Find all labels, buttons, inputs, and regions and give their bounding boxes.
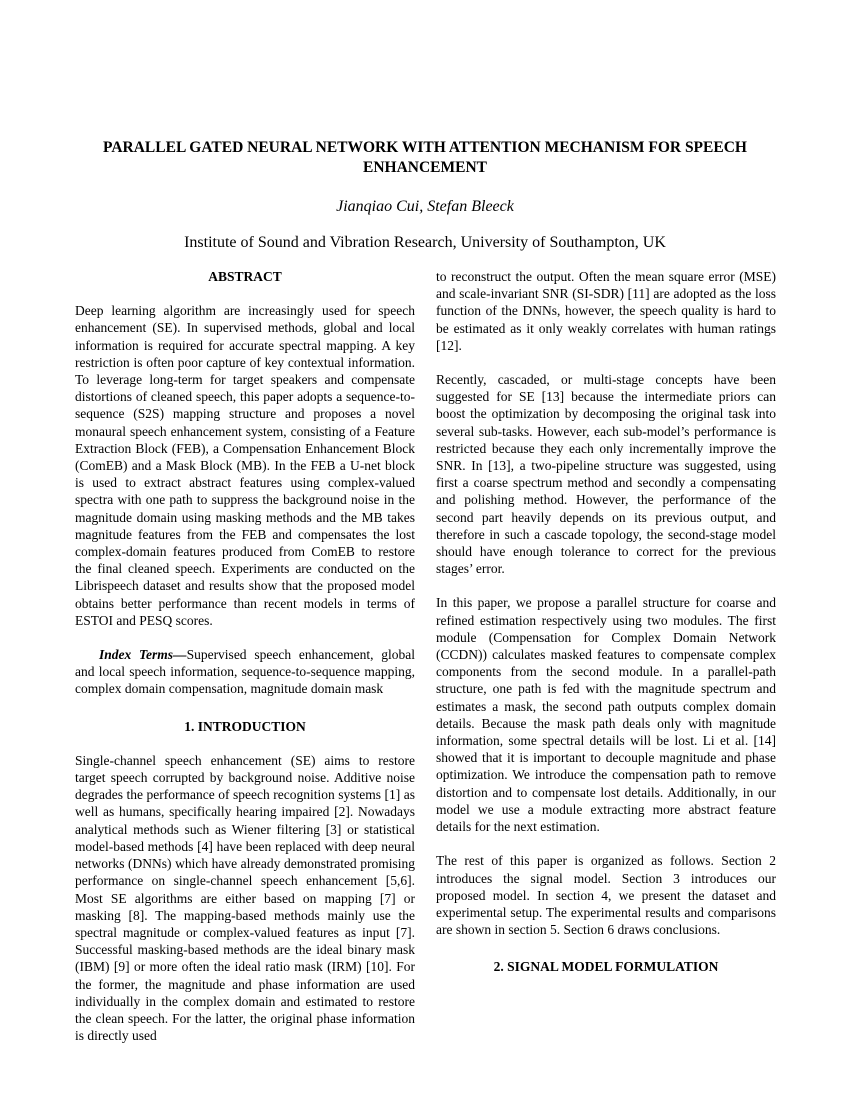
paper-title: PARALLEL GATED NEURAL NETWORK WITH ATTENTION MECHANISM FOR SPEECH ENHANCEMENT [103, 139, 747, 176]
intro-paragraph-1: Single-channel speech enhancement (SE) aims to restore target speech corrupted by background noise. Additive noise degrades the performance of speech recognition systems [1] as well as humans, specifically hearing impaired [2]. Nowadays analytical methods such as Wiener filtering [3] or statistical model-based methods [4] have been replaced with deep neural networks (DNNs) which have already demonstrated promising performance on single-channel speech enhancement [5,6]. Most SE algorithms are either based on mapping [7] or masking [8]. The mapping-based methods mainly use the spectral magnitude or complex-valued features as input [7]. Successful masking-based methods are the ideal binary mask (IBM) [9] or more often the ideal ratio mask (IRM) [10]. For the former, the magnitude and phase information are used individually in the complex domain and estimated to restore the clean speech. For the latter, the original phase information is directly used [75, 752, 415, 1044]
index-terms [75, 646, 415, 698]
abstract-text: Deep learning algorithm are increasingly used for speech enhancement (SE). In supervised methods, global and local information is required for accurate spectral mapping. A key restriction is often poor capture of key contextual information. To leverage long-term for target speakers and compensate distortions of cleaned speech, this paper adopts a sequence-to-sequence (S2S) mapping structure and proposes a novel monaural speech enhancement system, consisting of a Feature Extraction Block (FEB), a Compensation Enhancement Block (ComEB) and a Mask Block (MB). In the FEB a U-net block is used to extract abstract features using complex-valued spectra with one path to suppress the background noise in the magnitude domain using masking methods and the MB takes magnitude features from the FEB and compensates the lost complex-domain features produced from ComEB to restore the final cleaned speech. Experiments are conducted on the Librispeech dataset and results show that the proposed model obtains better performance than recent models in terms of ESTOI and PESQ scores. [75, 303, 415, 628]
section-2-heading: 2. SIGNAL MODEL FORMULATION [493, 959, 719, 975]
intro-paragraph-3: In this paper, we propose a parallel structure for coarse and refined estimation respectively using two modules. The first module (Compensation for Complex Domain Network (CCDN)) calculates masked features to compensate complex components from the second module. In a parallel-path structure, one path is fed with the magnitude spectrum and estimates a mask, the second path outputs complex domain details. Because the mask path deals only with magnitude information, some spectral details will be lost. Li et al. [14] showed that it is important to decouple magnitude and phase optimization. We introduce the compensation path to remove distortion and to compensate lost details. Additionally, in our model we use a module extracting more abstract feature details for the next estimation. [436, 595, 776, 835]
intro-paragraph-1-continued: to reconstruct the output. Often the mean square error (MSE) and scale-invariant SNR (SI-SDR) [11] are adopted as the loss function of the DNNs, however, the speech quality is hard to be estimated as it only weakly correlates with human ratings [12]. [436, 269, 776, 353]
introduction-heading: 1. INTRODUCTION [184, 718, 306, 734]
intro-paragraph-2: Recently, cascaded, or multi-stage concepts have been suggested for SE [13] because the intermediate priors can boost the optimization by decomposing the original task into several sub-tasks. However, each sub-model’s performance is restricted because they each only incrementally improve the SNR. In [13], a two-pipeline structure was suggested, using first a coarse spectrum method and secondly a compensating and polishing method. However, the performance of the second part heavily depends on its previous output, and therefore in such a cascade topology, the second-stage model should have enough tolerance to correct for the previous stages’ error. [436, 372, 776, 577]
intro-paragraph-4: The rest of this paper is organized as follows. Section 2 introduces the signal model. Section 3 introduces our proposed model. In section 4, we present the dataset and experimental setup. The experimental results and comparisons are shown in section 5. Section 6 draws conclusions. [436, 853, 776, 938]
index-terms-label: Index Terms— [99, 647, 187, 663]
right-column [436, 268, 776, 976]
left-column [75, 268, 415, 1044]
authors: Jianqiao Cui, Stefan Bleeck [336, 198, 514, 215]
abstract-heading: ABSTRACT [208, 269, 282, 284]
index-terms-text: Supervised speech enhancement, global and local speech information, sequence-to-sequence mapping, complex domain compensation, magnitude domain mask [75, 647, 415, 697]
affiliation: Institute of Sound and Vibration Research, University of Southampton, UK [184, 234, 666, 251]
